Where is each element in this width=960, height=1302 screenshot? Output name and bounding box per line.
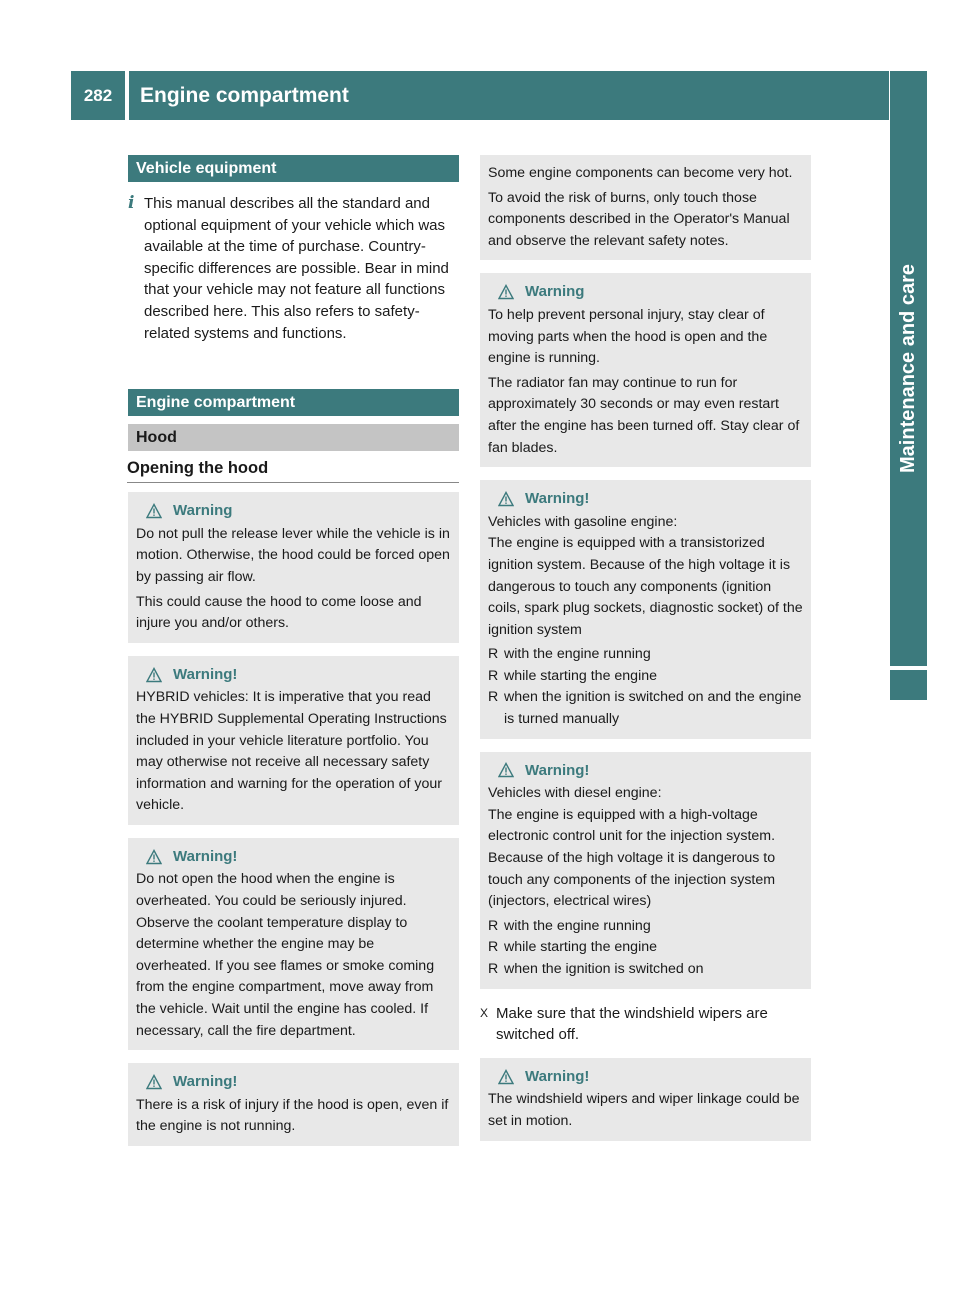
warning-text: HYBRID vehicles: It is imperative that you read the HYBRID Supplemental Operating Instructions included in your vehicle literature portfolio. You may otherwise not receive all necessary safety information and warning for the operation of your vehicle. bbox=[136, 689, 447, 814]
list-item bbox=[488, 644, 803, 666]
page-number: 282 bbox=[71, 71, 125, 120]
warning-header bbox=[136, 500, 451, 522]
list-item-text: while starting the engine bbox=[504, 667, 658, 684]
side-tab-label: Maintenance and care bbox=[897, 264, 919, 473]
warning-title: Warning! bbox=[525, 1067, 590, 1085]
list-item-text: with the engine running bbox=[504, 917, 651, 934]
list-item bbox=[488, 937, 803, 959]
bullet-icon: R bbox=[488, 939, 499, 956]
warning-triangle-icon bbox=[146, 503, 162, 519]
left-column bbox=[128, 155, 459, 1146]
bullet-icon: R bbox=[488, 689, 499, 706]
list-item bbox=[488, 916, 803, 938]
warning-text: Do not pull the release lever while the vehicle is in motion. Otherwise, the hood could be forced open by passing air flow. bbox=[136, 525, 450, 585]
list-item bbox=[488, 959, 803, 981]
side-tab-marker bbox=[890, 670, 927, 700]
heading-opening-the-hood: Opening the hood bbox=[127, 459, 459, 483]
warning-text: This could cause the hood to come loose and injure you and/or others. bbox=[136, 593, 422, 632]
info-icon: i bbox=[128, 193, 135, 213]
warning-header bbox=[488, 760, 803, 782]
caution-box bbox=[480, 155, 811, 260]
warning-box bbox=[480, 752, 811, 989]
instruction-step bbox=[480, 1003, 811, 1046]
step-text: Make sure that the windshield wipers are switched off. bbox=[496, 1004, 768, 1044]
warning-text: Vehicles with diesel engine: bbox=[488, 785, 662, 802]
warning-triangle-icon bbox=[146, 1074, 162, 1090]
warning-text: The engine is equipped with a transistorized ignition system. Because of the high voltage it is dangerous to touch any components (ignition coils, spark plug sockets, diagnostic socket) of the ignition system bbox=[488, 535, 803, 638]
warning-header bbox=[136, 1071, 451, 1093]
section-title: Engine compartment bbox=[128, 389, 459, 416]
warning-title: Warning! bbox=[525, 490, 590, 508]
step-arrow-icon: X bbox=[480, 1005, 489, 1020]
warning-text: There is a risk of injury if the hood is open, even if the engine is not running. bbox=[136, 1096, 449, 1135]
warning-box bbox=[128, 656, 459, 825]
list-item-text: with the engine running bbox=[504, 646, 651, 663]
warning-title: Warning! bbox=[173, 1073, 238, 1091]
caution-text: To avoid the risk of burns, only touch those components described in the Operator's Manual and observe the relevant safety notes. bbox=[488, 189, 790, 249]
list-item-text: when the ignition is switched on bbox=[504, 961, 704, 977]
warning-box bbox=[128, 1063, 459, 1146]
warning-triangle-icon bbox=[146, 849, 162, 865]
warning-triangle-icon bbox=[498, 491, 514, 507]
list-item bbox=[488, 666, 803, 688]
warning-header bbox=[488, 281, 803, 303]
warning-triangle-icon bbox=[498, 284, 514, 300]
subsection-title: Hood bbox=[128, 424, 459, 451]
right-column bbox=[480, 155, 811, 1141]
bullet-icon: R bbox=[488, 646, 499, 663]
warning-title: Warning! bbox=[173, 665, 238, 683]
warning-text: The radiator fan may continue to run for approximately 30 seconds or may even restart after the engine has been turned off. Stay clear of fan blades. bbox=[488, 374, 800, 456]
bullet-icon: R bbox=[488, 667, 499, 684]
list-item-text: while starting the engine bbox=[504, 939, 658, 956]
bullet-icon: R bbox=[488, 961, 499, 977]
info-text: This manual describes all the standard and optional equipment of your vehicle which was available at the time of purchase. Country-specific differences are possible. Bear in mind that your vehicle may not feature all functions described here. This also refers to safety-related systems and functions. bbox=[144, 195, 449, 342]
warning-text: Do not open the hood when the engine is overheated. You could be seriously injured. Observe the coolant temperature display to determine whether the engine may be overheated. If you see flames or smoke coming from the engine compartment, move away from the vehicle. Wait until the engine has cooled. If necessary, call the fire department. bbox=[136, 871, 435, 1039]
vehicle-equipment-title: Vehicle equipment bbox=[128, 155, 459, 182]
warning-triangle-icon bbox=[498, 762, 514, 778]
warning-title: Warning bbox=[173, 502, 233, 520]
warning-header bbox=[488, 488, 803, 510]
warning-text: To help prevent personal injury, stay clear of moving parts when the hood is open and the engine is running. bbox=[488, 306, 768, 367]
warning-box bbox=[480, 480, 811, 739]
warning-box bbox=[480, 273, 811, 467]
bullet-icon: R bbox=[488, 917, 499, 934]
page-title: Engine compartment bbox=[129, 71, 889, 120]
warning-text: The engine is equipped with a high-voltage electronic control unit for the injection system. Because of the high voltage it is dangerous to touch any components of the injection system (injectors, electrical wires) bbox=[488, 806, 776, 910]
warning-text: The windshield wipers and wiper linkage could be set in motion. bbox=[488, 1091, 800, 1129]
warning-triangle-icon bbox=[146, 667, 162, 683]
warning-box bbox=[480, 1058, 811, 1141]
list-item bbox=[488, 687, 803, 730]
warning-box bbox=[128, 492, 459, 643]
warning-header bbox=[136, 664, 451, 686]
warning-header bbox=[488, 1066, 803, 1088]
warning-title: Warning! bbox=[525, 761, 590, 779]
list-item-text: when the ignition is switched on and the engine is turned manually bbox=[504, 689, 802, 728]
caution-text: Some engine components can become very hot. bbox=[488, 165, 793, 181]
warning-header bbox=[136, 846, 451, 868]
warning-text: Vehicles with gasoline engine: bbox=[488, 513, 678, 530]
info-note bbox=[128, 193, 459, 344]
warning-box bbox=[128, 838, 459, 1050]
warning-title: Warning! bbox=[173, 847, 238, 865]
warning-title: Warning bbox=[525, 283, 585, 301]
warning-triangle-icon bbox=[498, 1069, 514, 1085]
side-tab-label-wrap bbox=[890, 71, 927, 666]
